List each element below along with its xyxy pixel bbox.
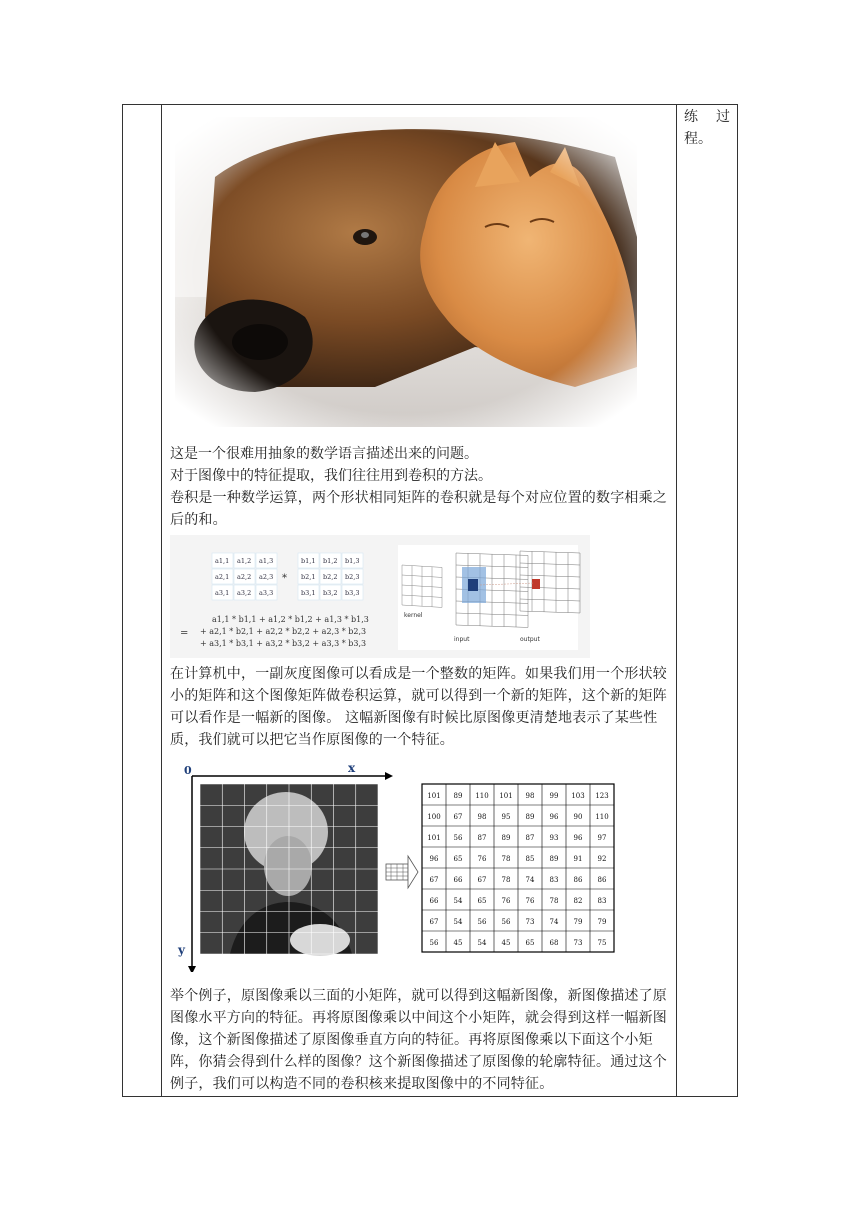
pixel-value-cell: 76 — [501, 897, 511, 905]
pixel-value-cell: 79 — [597, 918, 607, 926]
matrix-b-cell: b1,1 — [301, 557, 316, 565]
matrix-b-cell: b2,2 — [323, 573, 338, 581]
paragraph-feature-extraction: 对于图像中的特征提取，我们往往用到卷积的方法。 — [170, 468, 492, 484]
axis-x-label: x — [348, 762, 356, 775]
matrix-a-cell: a2,3 — [259, 573, 274, 581]
pixel-value-cell: 86 — [573, 876, 583, 884]
pixel-value-cell: 92 — [597, 855, 607, 863]
matrix-a-cell: a1,3 — [259, 557, 274, 565]
pixel-value-cell: 95 — [501, 813, 511, 821]
pixel-value-cell: 56 — [429, 939, 439, 947]
matrix-a-cell: a1,1 — [215, 557, 230, 565]
pixel-value-cell: 110 — [475, 792, 489, 800]
pixel-value-cell: 100 — [427, 813, 441, 821]
matrix-b-cell: b2,1 — [301, 573, 316, 581]
pixel-value-cell: 73 — [525, 918, 535, 926]
column-divider-right — [676, 105, 677, 1096]
image-matrix-figure — [170, 762, 630, 972]
pixel-value-cell: 67 — [429, 918, 439, 926]
note-line-1 — [684, 106, 730, 128]
kernel-label: kernel — [404, 612, 423, 619]
paragraph-question: 这是一个很难用抽象的数学语言描述出来的问题。 — [170, 446, 478, 462]
pixel-value-cell: 65 — [453, 855, 463, 863]
pixel-value-cell: 93 — [549, 834, 559, 842]
matrix-a-cell: a1,2 — [237, 557, 252, 565]
column-divider-left — [161, 105, 162, 1096]
pixel-value-cell: 66 — [429, 897, 439, 905]
pixel-value-cell: 86 — [597, 876, 607, 884]
pixel-value-cell: 103 — [571, 792, 585, 800]
matrix-b-cell: b1,3 — [345, 557, 360, 565]
matrix-b-cell: b2,3 — [345, 573, 360, 581]
matrix-a-cell: a3,2 — [237, 589, 252, 597]
note-word-2: 过 — [716, 109, 730, 125]
pixel-value-cell: 73 — [573, 939, 583, 947]
matrix-b-cell: b3,3 — [345, 589, 360, 597]
pixel-value-cell: 90 — [573, 813, 583, 821]
note-word-1: 练 — [684, 109, 698, 125]
input-label: input — [454, 636, 470, 643]
pixel-value-cell: 45 — [501, 939, 511, 947]
pixel-value-cell: 101 — [427, 834, 441, 842]
pixel-value-cell: 79 — [573, 918, 583, 926]
pixel-value-cell: 67 — [477, 876, 487, 884]
matrix-b-cell: b3,1 — [301, 589, 316, 597]
pixel-value-cell: 96 — [573, 834, 583, 842]
operator-sign: * — [282, 573, 287, 584]
pixel-value-cell: 96 — [549, 813, 559, 821]
pixel-value-cell: 96 — [429, 855, 439, 863]
pixel-value-cell: 82 — [573, 897, 583, 905]
pixel-value-cell: 83 — [549, 876, 559, 884]
pixel-value-cell: 76 — [477, 855, 487, 863]
pixel-value-cell: 89 — [501, 834, 511, 842]
pixel-value-cell: 74 — [549, 918, 559, 926]
pixel-value-cell: 87 — [525, 834, 535, 842]
pixel-value-cell: 101 — [427, 792, 441, 800]
matrix-b-cell: b1,2 — [323, 557, 338, 565]
axis-y-label: y — [178, 943, 185, 957]
matrix-a — [212, 553, 277, 600]
pixel-value-cell: 89 — [525, 813, 535, 821]
pixel-value-cell: 101 — [499, 792, 513, 800]
pixel-value-cell: 68 — [549, 939, 559, 947]
axis-origin-label: 0 — [184, 764, 192, 777]
matrix-b-cell: b3,2 — [323, 589, 338, 597]
paragraph-convolution-definition: 卷积是一种数学运算，两个形状相同矩阵的卷积就是每个对应位置的数字相乘之后的和。 — [170, 490, 667, 528]
pixel-value-cell: 98 — [525, 792, 535, 800]
dog-cat-photo — [175, 117, 637, 427]
pixel-value-cell: 85 — [525, 855, 535, 863]
matrix-a-cell: a2,2 — [237, 573, 252, 581]
pixel-value-cell: 83 — [597, 897, 607, 905]
pixel-value-cell: 56 — [501, 918, 511, 926]
pixel-value-cell: 74 — [525, 876, 535, 884]
pixel-value-cell: 89 — [549, 855, 559, 863]
equals-sign: = — [180, 628, 189, 639]
pixel-value-cell: 54 — [477, 939, 487, 947]
pixel-value-cell: 56 — [477, 918, 487, 926]
pixel-value-cell: 75 — [597, 939, 607, 947]
pixel-value-cell: 89 — [453, 792, 463, 800]
pixel-value-cell: 54 — [453, 897, 463, 905]
pixel-value-cell: 67 — [429, 876, 439, 884]
pixel-value-cell: 87 — [477, 834, 487, 842]
pixel-value-cell: 78 — [549, 897, 559, 905]
input-center-pixel — [468, 579, 478, 591]
paragraph-example: 举个例子，原图像乘以三面的小矩阵，就可以得到这幅新图像，新图像描述了原图像水平方向的特征。再将原图像乘以中间这个小矩阵，就会得到这样一幅新图像，这个新图像描述了原图像垂直方向的特征。再将原图像乘以下面这个小矩阵，你猜会得到什么样的图像？这个新图像描述了原图像的轮廓特征。通过这个例子，我们可以构造不同的卷积核来提取图像中的不同特征。 — [170, 988, 667, 1092]
pixel-value-cell: 78 — [501, 855, 511, 863]
formula-line-1: a1,1 * b1,1 + a1,2 * b1,2 + a1,3 * b1,3 — [212, 615, 369, 624]
conv-diagram — [398, 545, 580, 650]
note-column — [676, 104, 738, 150]
pixel-value-cell: 99 — [549, 792, 559, 800]
matrix-a-cell: a3,3 — [259, 589, 274, 597]
pixel-value-cell: 97 — [597, 834, 607, 842]
matrix-a-cell: a3,1 — [215, 589, 230, 597]
pixel-value-cell: 110 — [595, 813, 609, 821]
convolution-figure — [170, 535, 590, 658]
pixel-value-cell: 66 — [453, 876, 463, 884]
pixel-value-cell: 76 — [525, 897, 535, 905]
pixel-value-cell: 54 — [453, 918, 463, 926]
pixel-value-cell: 56 — [453, 834, 463, 842]
pixel-value-matrix — [422, 784, 614, 952]
note-word-3: 程。 — [684, 131, 712, 147]
pixel-value-cell: 45 — [453, 939, 463, 947]
pixel-value-cell: 123 — [595, 792, 609, 800]
formula-line-2: + a2,1 * b2,1 + a2,2 * b2,2 + a2,3 * b2,3 — [200, 627, 367, 636]
matrix-a-cell: a2,1 — [215, 573, 230, 581]
matrix-b — [298, 553, 363, 600]
formula-line-3: + a3,1 * b3,1 + a3,2 * b3,2 + a3,3 * b3,3 — [200, 639, 367, 648]
output-label: output — [520, 636, 540, 643]
pixel-value-cell: 67 — [453, 813, 463, 821]
pixel-value-cell: 65 — [525, 939, 535, 947]
pixel-value-cell: 91 — [573, 855, 583, 863]
output-pixel — [532, 579, 540, 589]
pixel-value-cell: 65 — [477, 897, 487, 905]
paragraph-grayscale-matrix: 在计算机中，一副灰度图像可以看成是一个整数的矩阵。如果我们用一个形状较小的矩阵和这个图像矩阵做卷积运算，就可以得到一个新的矩阵，这个新的矩阵可以看作是一幅新的图像。 这幅新图像有时候比原图像更清楚地表示了某些性质，我们就可以把它当作原图像的一个特征。 — [170, 666, 667, 748]
pixel-value-cell: 78 — [501, 876, 511, 884]
pixel-value-cell: 98 — [477, 813, 487, 821]
